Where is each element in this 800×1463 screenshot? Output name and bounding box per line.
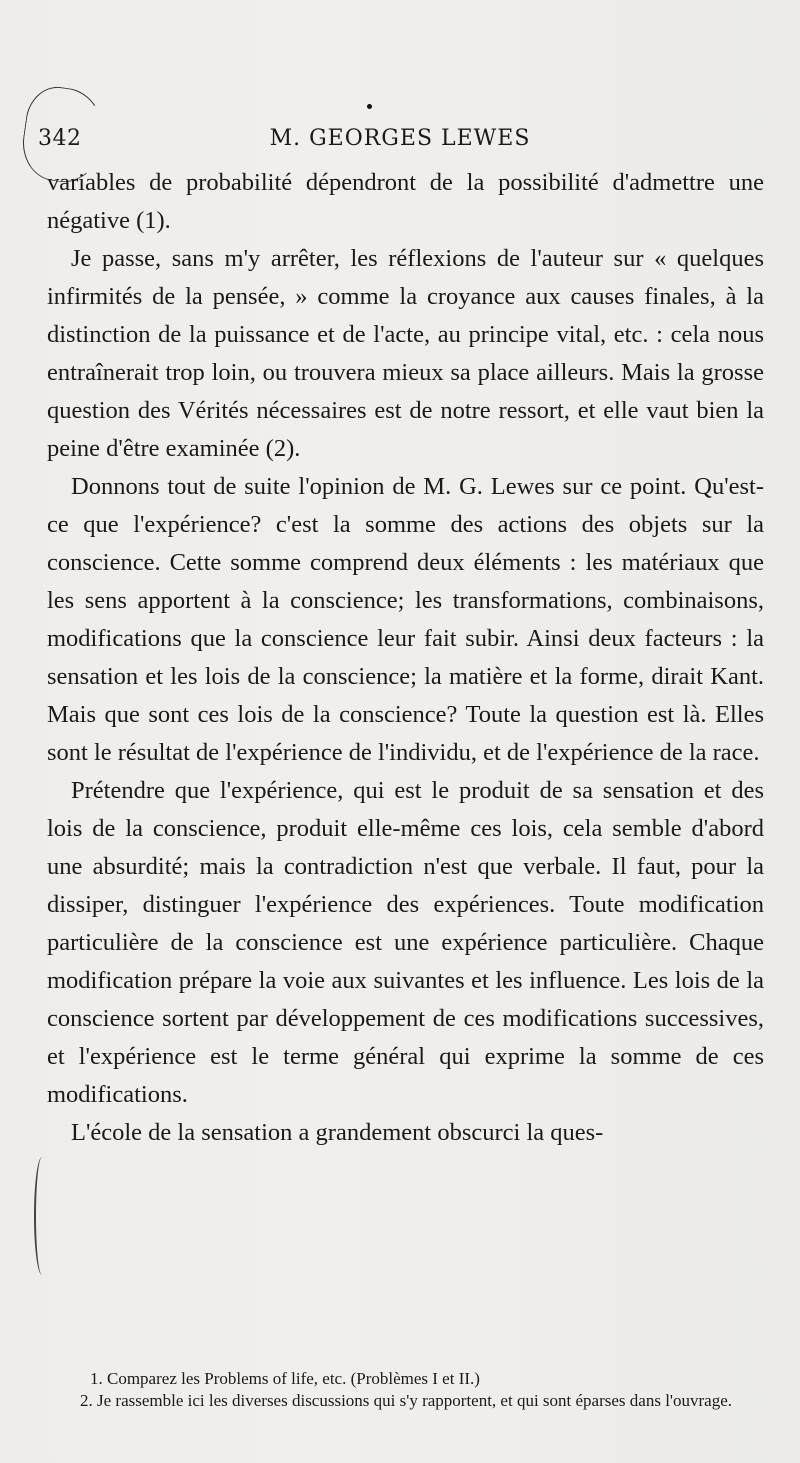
ink-dot — [367, 104, 372, 109]
margin-bracket-mark — [34, 1157, 50, 1275]
page-number: 342 — [38, 126, 82, 151]
body-text — [47, 164, 764, 1152]
footnote: 2. Je rassemble ici les diverses discussions qui s'y rapportent, et qui sont éparses dans l'ouvrage. — [80, 1391, 732, 1410]
paragraph: Donnons tout de suite l'opinion de M. G. Lewes sur ce point. Qu'est-ce que l'expérience? c'est la somme des actions des objets sur la conscience. Cette somme comprend deux éléments : les matériaux que les sens apportent à la conscience; les transformations, combinaisons, modifications que la conscience leur fait subir. Ainsi deux facteurs : la sensation et les lois de la conscience; la matière et la forme, dirait Kant. Mais que sont ces lois de la conscience? Toute la question est là. Elles sont le résultat de l'expérience de l'individu, et de l'expérience de la race. — [47, 473, 764, 766]
paragraph: L'école de la sensation a grandement obscurci la ques- — [71, 1119, 604, 1146]
paragraph: Je passe, sans m'y arrêter, les réflexions de l'auteur sur « quelques infirmités de la pensée, » comme la croyance aux causes finales, à la distinction de la puissance et de l'acte, au principe vital, etc. : cela nous entraînerait trop loin, ou trouvera mieux sa place ailleurs. Mais la grosse question des Vérités nécessaires est de notre ressort, et elle vaut bien la peine d'être examinée (2). — [47, 245, 764, 462]
footnote: 1. Comparez les Problems of life, etc. (Problèmes I et II.) — [90, 1369, 480, 1388]
footnotes — [62, 1368, 766, 1412]
paragraph: variables de probabilité dépendront de la possibilité d'admettre une négative (1). — [47, 169, 764, 234]
paragraph: Prétendre que l'expérience, qui est le produit de sa sensation et des lois de la conscience, produit elle-même ces lois, cela semble d'abord une absurdité; mais la contradiction n'est que verbale. Il faut, pour la dissiper, distinguer l'expérience des expériences. Toute modification particulière de la conscience est une expérience particulière. Chaque modification prépare la voie aux suivantes et les influence. Les lois de la conscience sortent par développement de ces modifications successives, et l'expérience est le terme général qui exprime la somme de ces modifications. — [47, 777, 764, 1108]
running-title: M. GEORGES LEWES — [269, 126, 531, 151]
